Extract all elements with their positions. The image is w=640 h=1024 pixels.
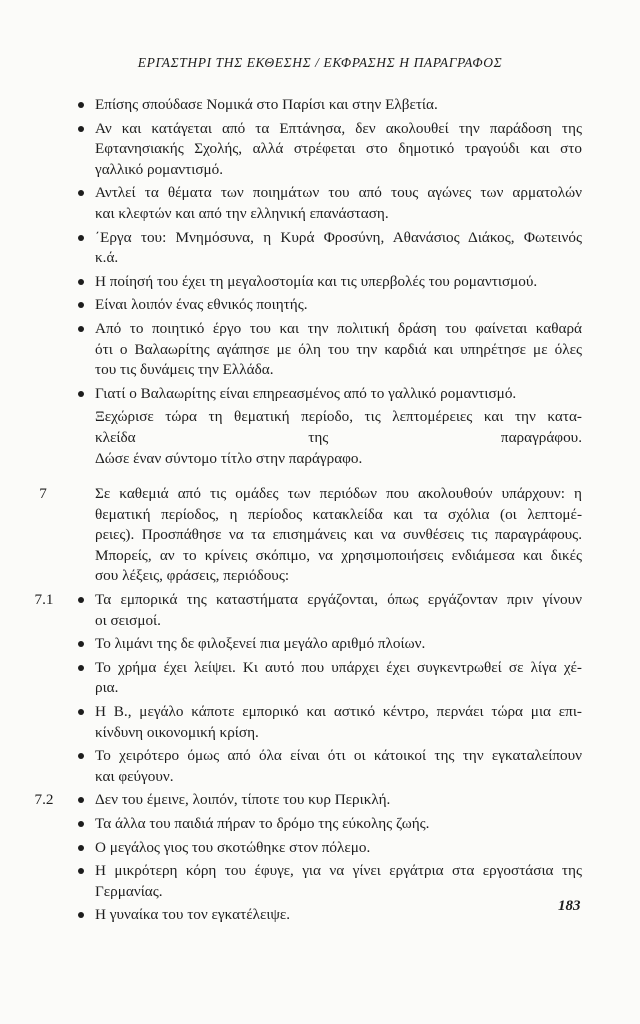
text-line: Επίσης σπούδασε Νομικά στο Παρίσι και στην Ελβετία. (95, 96, 438, 113)
list-item (95, 295, 582, 316)
page-body (34, 92, 582, 926)
text-line: Αν και κατάγεται από τα Επτάνησα, δεν ακολουθεί την παράδοση της (95, 119, 582, 137)
bullet-icon (78, 391, 84, 397)
text-line: Δώσε έναν σύντομο τίτλο στην παράγραφο. (95, 449, 363, 467)
text-line: σου λέξεις, φράσεις, περιόδους: (95, 567, 290, 585)
text-line: ότι ο Βαλαωρίτης αγάπησε με όλη του την καρδιά και υπηρέτησε με όλες (95, 340, 582, 358)
text-line: και φεύγουν. (95, 767, 174, 785)
list-item (95, 95, 582, 116)
list-item (95, 814, 582, 835)
list-item (95, 384, 582, 405)
text-line: Η γυναίκα του τον εγκατέλειψε. (95, 906, 291, 924)
bullet-icon (78, 845, 84, 851)
text-line: Μπορείς, αν το κρίνεις σκόπιμο, να χρησιμοποιήσεις ενδιάμεσα και δικές (95, 546, 582, 564)
text-line: και κλεφτών και από την ελληνική επανάσταση. (95, 204, 389, 222)
text-line: κ.ά. (95, 249, 119, 267)
exercise-number: 7 (39, 485, 47, 503)
text-line: θεματική περίοδος, η περίοδος κατακλείδα και τα σχόλια (οι λεπτομέ- (95, 505, 582, 523)
text-line: Εφτανησιακής Σχολής, αλλά στρέφεται στο δημοτικό τραγούδι και στο (95, 140, 582, 158)
text-line: ΄Εργα του: Μνημόσυνα, η Κυρά Φροσύνη, Αθανάσιος Διάκος, Φωτεινός (95, 228, 582, 246)
list-item (95, 634, 582, 655)
list-item (95, 905, 582, 926)
bullet-icon (78, 753, 84, 759)
text-line: Γιατί ο Βαλαωρίτης είναι επηρεασμένος από το γαλλικό ρομαντισμό. (95, 384, 517, 402)
list-item (95, 861, 582, 902)
bullet-icon (78, 102, 84, 108)
bullet-icon (78, 302, 84, 308)
text-line: Τα άλλα του παιδιά πήραν το δρόμο της εύκολης ζωής. (95, 815, 430, 832)
spacer (95, 469, 582, 481)
list-item (34, 790, 582, 811)
bullet-icon (78, 326, 84, 332)
list-item (34, 590, 582, 631)
text-line: Ξεχώρισε τώρα τη θεματική περίοδο, τις λεπτομέρειες και την κατα- (95, 408, 582, 426)
text-line: Το χειρότερο όμως από όλα είναι ότι οι κάτοικοί της την εγκαταλείπουν (95, 747, 582, 765)
text-line: Τα εμπορικά της καταστήματα εργάζονται, όπως εργάζονταν πριν γίνουν (95, 591, 582, 609)
text-line: Δεν του έμεινε, λοιπόν, τίποτε του κυρ Περικλή. (95, 791, 391, 809)
text-line: γαλλικό ρομαντισμό. (95, 160, 224, 178)
bullet-icon (78, 797, 84, 803)
text-line: ρειες). Προσπάθησε να τα επισημάνεις και να συνθέσεις τις παραγράφους. (95, 526, 582, 544)
exercise-label: 7.2 (34, 791, 54, 809)
text-line: κλείδα της παραγράφου. (95, 428, 582, 446)
text-line: Η Β., μεγάλο κάποτε εμπορικό και αστικό κέντρο, περνάει τώρα μια επι- (95, 703, 582, 721)
text-line: ρια. (95, 679, 119, 697)
bullet-icon (78, 641, 84, 647)
list-item (95, 119, 582, 181)
list-item (95, 746, 582, 787)
text-line: κίνδυνη οικονομική κρίση. (95, 723, 259, 741)
bullet-icon (78, 190, 84, 196)
list-item (95, 319, 582, 381)
exercise-label: 7.1 (34, 591, 54, 609)
bullet-icon (78, 126, 84, 132)
running-header: ΕΡΓΑΣΤΗΡΙ ΤΗΣ ΕΚΘΕΣΗΣ / ΕΚΦΡΑΣΗΣ Η ΠΑΡΑΓΡΑΦΟΣ (137, 55, 503, 70)
bullet-icon (78, 235, 84, 241)
bullet-icon (78, 597, 84, 603)
bullet-icon (78, 279, 84, 285)
text-line: Η ποίησή του έχει τη μεγαλοστομία και τις υπερβολές του ρομαντισμού. (95, 272, 538, 290)
exercise-7 (39, 484, 582, 587)
bullet-icon (78, 709, 84, 715)
page-number: 183 (558, 898, 581, 914)
text-line: Από το ποιητικό έργο του και την πολιτική δράση του φαίνεται καθαρά (95, 319, 582, 337)
text-line: Είναι λοιπόν ένας εθνικός ποιητής. (95, 296, 308, 314)
bullet-icon (78, 912, 84, 918)
text-line: Ο μεγάλος γιος του σκοτώθηκε στον πόλεμο. (95, 838, 371, 856)
list-item (95, 272, 582, 293)
text-line: Γερμανίας. (95, 882, 163, 900)
list-item (95, 183, 582, 224)
text-line: Το λιμάνι της δε φιλοξενεί πια μεγάλο αριθμό πλοίων. (95, 635, 426, 653)
text-line: οι σεισμοί. (95, 611, 161, 629)
list-item (95, 702, 582, 743)
bullet-icon (78, 665, 84, 671)
instructions (95, 407, 582, 469)
text-line: Σε καθεμιά από τις ομάδες των περιόδων που ακολουθούν υπάρχουν: η (95, 485, 582, 503)
bullet-icon (78, 868, 84, 874)
text-line: Η μικρότερη κόρη του έφυγε, για να γίνει εργάτρια στα εργοστάσια της (95, 862, 582, 880)
list-item (95, 658, 582, 699)
text-line: Αντλεί τα θέματα των ποιημάτων του από τους αγώνες των αρματολών (95, 184, 582, 202)
list-item (95, 228, 582, 269)
bullet-icon (78, 821, 84, 827)
text-line: του τις δυνάμεις την Ελλάδα. (95, 361, 274, 379)
text-line: Το χρήμα έχει λείψει. Κι αυτό που υπάρχει έχει συγκεντρωθεί σε λίγα χέ- (95, 658, 582, 676)
list-item (95, 838, 582, 859)
